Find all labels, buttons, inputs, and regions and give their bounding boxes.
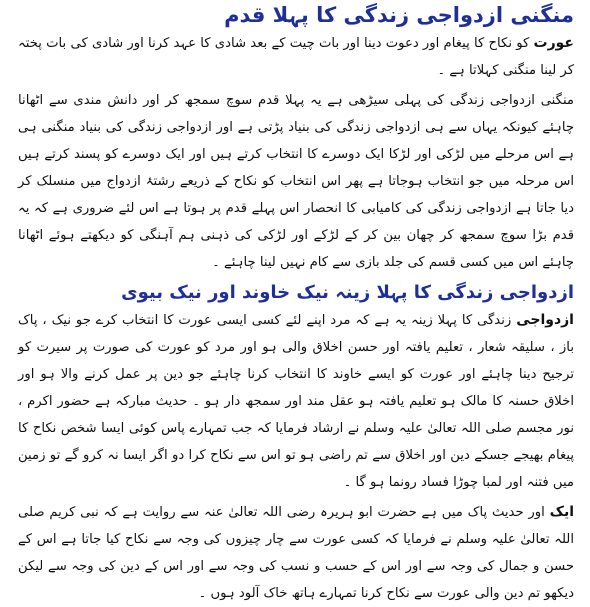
- lead-word: ازدواجی: [516, 311, 574, 328]
- paragraph-engagement-definition: [18, 30, 574, 84]
- heading-righteous-spouse: ازدواجی زندگی کا پہلا زینہ نیک خاوند اور نیک بیوی: [121, 282, 574, 304]
- lead-word: ایک: [549, 503, 574, 520]
- paragraph-text: زندگی کا پہلا زینہ یہ ہے کہ مرد اپنے لئے کسی ایسی عورت کا انتخاب کرے جو نیک ، پاک باز ، سلیقہ شعار ، تعلیم یافتہ اور حسن اخلاق والی ہو اور مرد کو عورت کی صورت پر سیرت کو ترجیح دینا چاہئے اور عورت کو ایسے خاوند کا انتخاب کرنا چاہئے جو دین پر عمل کرنے والا ہو اور اخلاق حسنہ کا مالک ہو تعلیم یافتہ ہو عقل مند اور سمجھ دار ہو ۔ حدیث مبارکہ ہے حضور اکرم ، نور مجسم صلی اللہ تعالیٰ علیہ وسلم نے ارشاد فرمایا کہ جب تمہارے پاس کوئی ایسا شخص نکاح کا پیغام بھیجے جسکے دین اور اخلاق سے تم راضی ہو تو اس سے نکاح کرا دو اگر ایسا نہ کرو گے تو زمین میں فتنہ اور لمبا چوڑا فساد رونما ہو گا ۔: [18, 312, 574, 490]
- paragraph-text: کو نکاح کا پیغام اور دعوت دینا اور بات چیت کے بعد شادی کا عہد کرنا اور شادی کی بات پختہ کر لینا منگنی کہلاتا ہے ۔: [18, 36, 574, 79]
- heading-engagement: منگنی ازدواجی زندگی کا پہلا قدم: [224, 3, 574, 27]
- paragraph-text: منگنی ازدواجی زندگی کی پہلی سیڑھی ہے یہ پہلا قدم سوچ سمجھ کر اور دانش مندی سے اٹھانا چاہئے کیونکہ یہاں سے ہی ازدواجی زندگی کی بنیاد پڑتی ہے اور ازدواجی زندگی کی بنیاد منگنی ہی ہے اس مرحلے میں لڑکی اور لڑکا ایک دوسرے کا انتخاب کرتے ہیں اور ایک دوسرے کو پسند کرتے ہیں اس مرحلہ میں جو انتخاب ہوجاتا ہے پھر اس انتخاب کو نکاح کے ذریعے رشتۂ ازدواج میں منسلک کر دیا جاتا ہے ازدواجی زندگی کی کامیابی کا انحصار اس پہلے قدم پر ہوتا ہے اس لئے ضروری ہے کہ یہ قدم بڑا سوچ سمجھ کر چھان بین کر کے لڑکے اور لڑکی کی ذہنی ہم آہنگی کو دیکھتے ہوئے اٹھانا چاہئے اس میں کسی قسم کی جلد بازی سے کام نہیں لینا چاہئے ۔: [18, 93, 574, 271]
- paragraph-text: اور حدیث پاک میں ہے حضرت ابو ہریرہ رضی اللہ تعالیٰ عنہ سے روایت ہے کہ نبی کریم صلی اللہ تعالیٰ علیہ وسلم نے فرمایا کہ کسی عورت سے چار چیزوں کی وجہ سے نکاح کیا جاتا ہے اس کے حسن و جمال کی وجہ سے اور اس کے حسب و نسب کی وجہ سے اور اس کے دین کی وجہ سے لیکن دیکھو تم دین والی عورت سے نکاح کرنا تمہارے ہاتھ خاک آلود ہوں ۔: [18, 504, 574, 601]
- paragraph-hadith: [18, 499, 574, 607]
- paragraph-first-step: [18, 307, 574, 496]
- paragraph-engagement-step: [18, 87, 574, 276]
- lead-word: عورت: [533, 35, 574, 52]
